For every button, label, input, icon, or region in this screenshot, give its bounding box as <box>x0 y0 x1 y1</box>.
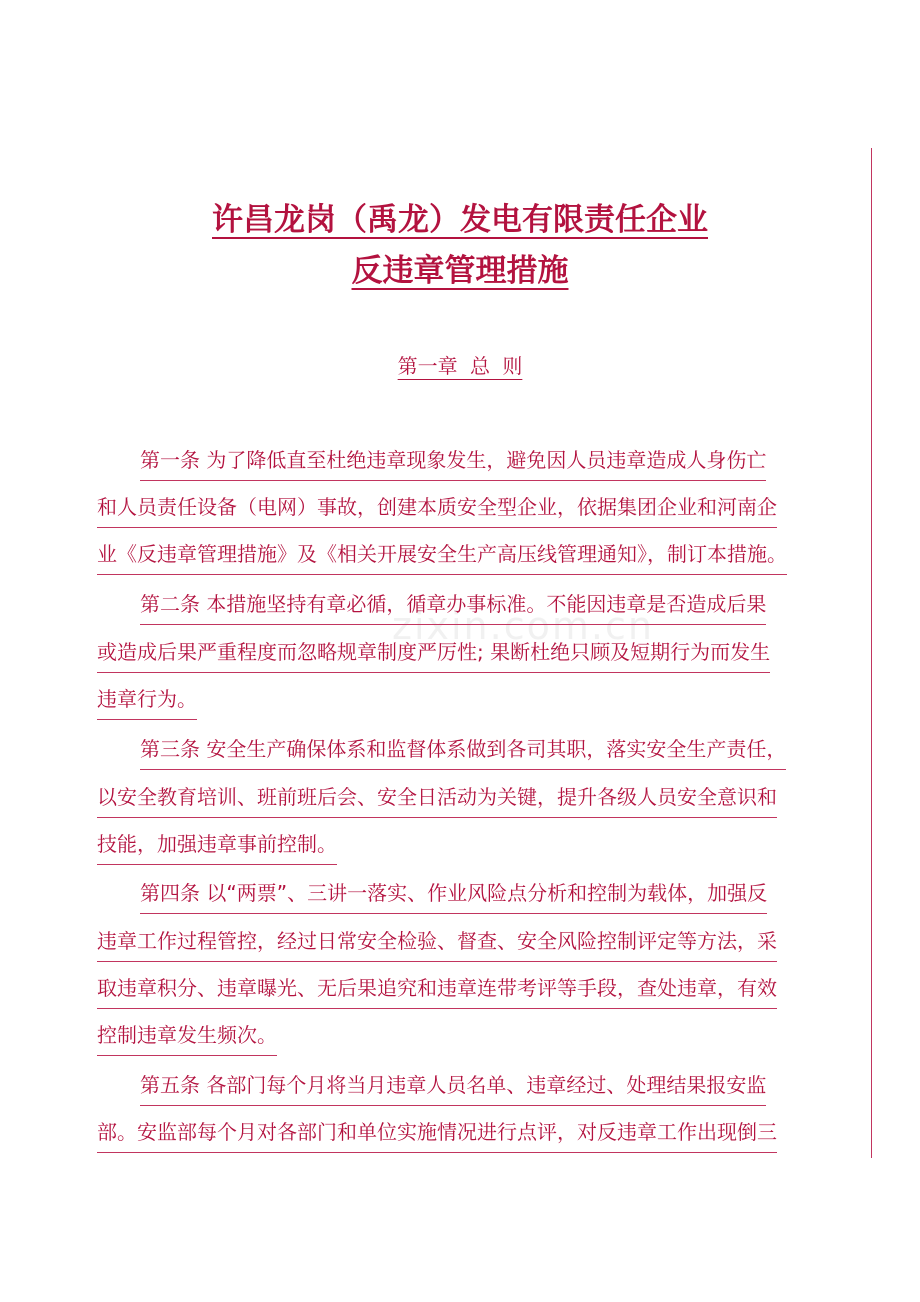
text-line: 以安全教育培训、班前班后会、安全日活动为关键，提升各级人员安全意识和 <box>97 785 777 818</box>
text-line: 第二条 本措施坚持有章必循，循章办事标准。不能因违章是否造成后果 <box>140 592 766 625</box>
title-line-2-text: 反违章管理措施 <box>351 253 569 289</box>
text-line: 或造成后果严重程度而忽略规章制度严厉性; 果断杜绝只顾及短期行为而发生 <box>97 640 770 673</box>
title-line-1-text: 许昌龙岗（禹龙）发电有限责任企业 <box>212 202 708 238</box>
chapter-heading-text: 第一章 总 则 <box>397 354 523 378</box>
text-line: 控制违章发生频次。 <box>97 1023 277 1056</box>
document-title-line-1 <box>0 202 920 238</box>
document-title-line-2 <box>0 253 920 289</box>
text-line: 部。安监部每个月对各部门和单位实施情况进行点评，对反违章工作出现倒三 <box>97 1120 777 1153</box>
text-line: 取违章积分、违章曝光、无后果追究和违章连带考评等手段，查处违章，有效 <box>97 976 777 1009</box>
text-line: 业《反违章管理措施》及《相关开展安全生产高压线管理通知》，制订本措施。 <box>97 542 787 575</box>
text-line: 违章工作过程管控，经过日常安全检验、督查、安全风险控制评定等方法，采 <box>97 929 777 962</box>
text-line: 第三条 安全生产确保体系和监督体系做到各司其职，落实安全生产责任， <box>140 737 786 770</box>
text-line: 第一条 为了降低直至杜绝违章现象发生，避免因人员违章造成人身伤亡 <box>140 448 766 481</box>
watermark: zixin.com.cn <box>392 604 654 648</box>
text-line: 技能，加强违章事前控制。 <box>97 832 337 865</box>
chapter-heading <box>0 356 920 376</box>
text-line: 和人员责任设备（电网）事故，创建本质安全型企业，依据集团企业和河南企 <box>97 495 777 528</box>
text-line: 第五条 各部门每个月将当月违章人员名单、违章经过、处理结果报安监 <box>140 1073 766 1106</box>
right-margin-rule <box>871 148 872 1158</box>
text-line: 违章行为。 <box>97 687 197 720</box>
text-line: 第四条 以“两票”、三讲一落实、作业风险点分析和控制为载体，加强反 <box>140 881 767 914</box>
